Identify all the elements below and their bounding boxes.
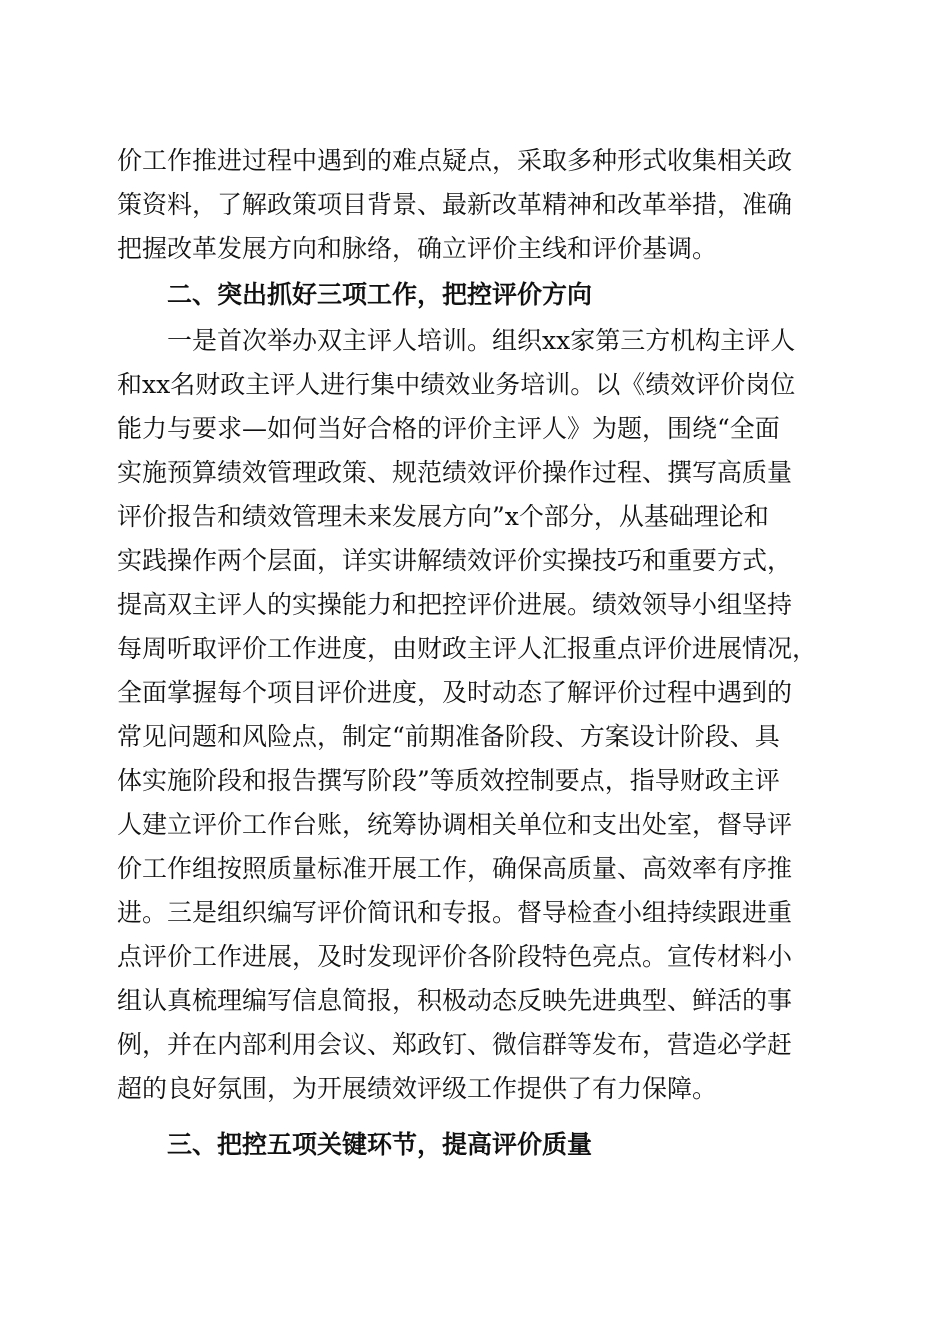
body-line: 体实施阶段和报告撰写阶段”等质效控制要点，指导财政主评 (117, 766, 780, 795)
body-line: 组认真梳理编写信息简报，积极动态反映先进典型、鲜活的事 (117, 986, 793, 1015)
body-line: 策资料，了解政策项目背景、最新改革精神和改革举措，准确 (117, 190, 793, 219)
section-heading-3: 三、把控五项关键环节，提高评价质量 (167, 1130, 593, 1159)
body-line: 进。三是组织编写评价简讯和专报。督导检查小组持续跟进重 (117, 898, 793, 927)
body-line: 把握改革发展方向和脉络，确立评价主线和评价基调。 (117, 234, 718, 263)
body-line: 能力与要求—如何当好合格的评价主评人》为题，围绕“全面 (117, 414, 780, 443)
body-line: 价工作组按照质量标准开展工作，确保高质量、高效率有序推 (117, 854, 793, 883)
body-line: 全面掌握每个项目评价进度，及时动态了解评价过程中遇到的 (117, 678, 793, 707)
body-line: 每周听取评价工作进度，由财政主评人汇报重点评价进展情况， (117, 634, 818, 663)
section-heading-2: 二、突出抓好三项工作，把控评价方向 (167, 280, 593, 309)
body-line: 例，并在内部利用会议、郑政钉、微信群等发布，营造必学赶 (117, 1030, 793, 1059)
paragraph-first-line: 一是首次举办双主评人培训。组织xx家第三方机构主评人 (167, 326, 796, 355)
body-line: 和xx名财政主评人进行集中绩效业务培训。以《绩效评价岗位 (117, 370, 796, 399)
body-line: 价工作推进过程中遇到的难点疑点，采取多种形式收集相关政 (117, 146, 793, 175)
body-line: 常见问题和风险点，制定“前期准备阶段、方案设计阶段、具 (117, 722, 780, 751)
body-line: 人建立评价工作台账，统筹协调相关单位和支出处室，督导评 (117, 810, 793, 839)
body-line: 实践操作两个层面，详实讲解绩效评价实操技巧和重要方式， (117, 546, 793, 575)
body-line: 提高双主评人的实操能力和把控评价进展。绩效领导小组坚持 (117, 590, 793, 619)
body-line: 点评价工作进展，及时发现评价各阶段特色亮点。宣传材料小 (117, 942, 793, 971)
body-line: 超的良好氛围，为开展绩效评级工作提供了有力保障。 (117, 1074, 718, 1103)
body-line: 评价报告和绩效管理未来发展方向”x个部分，从基础理论和 (117, 502, 769, 531)
body-line: 实施预算绩效管理政策、规范绩效评价操作过程、撰写高质量 (117, 458, 793, 487)
